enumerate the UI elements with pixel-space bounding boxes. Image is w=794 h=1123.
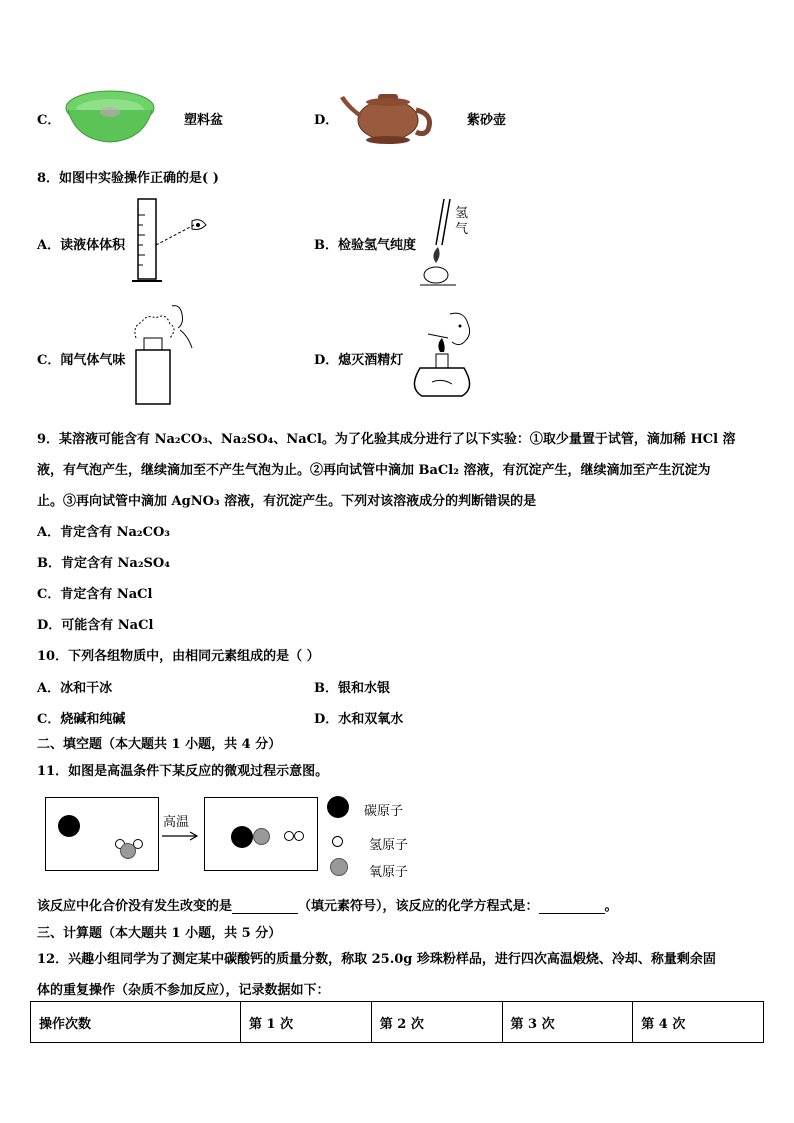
q11-answer-line <box>37 895 618 914</box>
table-header-cell: 操作次数 <box>31 1002 241 1043</box>
q9-option-b: B．肯定含有 Na₂SO₄ <box>37 556 170 571</box>
legend-carbon-label: 碳原子 <box>364 804 404 819</box>
legend-hydrogen-icon <box>332 836 343 847</box>
q10-option-c: C．烧碱和纯碱 <box>37 712 126 727</box>
q9-option-c: C．肯定含有 NaCl <box>37 587 153 602</box>
q9-stem-line-2: 液，有气泡产生，继续滴加至不产生气泡为止。②再向试管中滴加 BaCl₂ 溶液，有沉淀产生，继续滴加至产生沉淀为 <box>37 463 711 478</box>
q8-option-c: C．闻气体气味 <box>37 353 126 368</box>
oxygen-atom-icon <box>120 843 136 859</box>
arrow-right-icon <box>160 830 200 842</box>
q7-option-c-name: 塑料盆 <box>184 113 224 128</box>
reactants-box <box>45 797 159 871</box>
q8-option-b-figure-label: 氢气 <box>455 206 469 237</box>
carbon-atom-icon <box>58 815 80 837</box>
legend-oxygen-icon <box>330 858 348 876</box>
q8-option-b: B．检验氢气纯度 <box>314 238 416 253</box>
legend-hydrogen-label: 氢原子 <box>369 838 409 853</box>
q12-stem-line-2: 体的重复操作（杂质不参加反应），记录数据如下： <box>37 983 330 998</box>
table-header-cell: 第 1 次 <box>241 1002 372 1043</box>
q10-option-a: A．冰和干冰 <box>37 681 113 696</box>
q9-option-a: A．肯定含有 Na₂CO₃ <box>37 525 170 540</box>
arrow-label: 高温 <box>163 815 190 830</box>
q11-answer-part-2: （填元素符号），该反应的化学方程式是： <box>298 899 539 914</box>
q12-data-table <box>30 1001 764 1043</box>
q7-option-d-name: 紫砂壶 <box>467 113 507 128</box>
q11-answer-part-1: 该反应中化合价没有发生改变的是 <box>37 899 233 914</box>
section-2-heading: 二、填空题（本大题共 1 小题，共 4 分） <box>37 737 282 752</box>
hydrogen-atom-icon <box>284 831 294 841</box>
table-row <box>31 1002 764 1043</box>
clay-teapot-image <box>338 84 436 146</box>
q11-answer-end: 。 <box>604 899 618 914</box>
hydrogen-atom-icon <box>294 831 304 841</box>
legend-oxygen-label: 氧原子 <box>369 865 409 880</box>
q8-option-a: A．读液体体积 <box>37 238 126 253</box>
q10-option-d: D．水和双氧水 <box>314 712 404 727</box>
answer-blank-1[interactable] <box>232 901 298 914</box>
oxygen-atom-icon <box>253 828 270 845</box>
alcohol-lamp-blow-icon <box>410 308 482 404</box>
q12-stem-line-1: 12．兴趣小组同学为了测定某中碳酸钙的质量分数，称取 25.0g 珍珠粉样品，进行四次高温煅烧、冷却、称量剩余固 <box>37 952 716 967</box>
graduated-cylinder-icon <box>130 195 212 287</box>
q11-stem: 11．如图是高温条件下某反应的微观过程示意图。 <box>37 764 329 779</box>
gas-bottle-smell-icon <box>126 296 198 408</box>
carbon-atom-icon <box>231 826 253 848</box>
q9-stem-line-3: 止。③再向试管中滴加 AgNO₃ 溶液，有沉淀产生。下列对该溶液成分的判断错误的是 <box>37 494 537 509</box>
q10-option-b: B．银和水银 <box>314 681 390 696</box>
q9-option-d: D．可能含有 NaCl <box>37 618 154 633</box>
section-3-heading: 三、计算题（本大题共 1 小题，共 5 分） <box>37 926 282 941</box>
table-header-cell: 第 2 次 <box>371 1002 502 1043</box>
q9-stem-line-1: 9．某溶液可能含有 Na₂CO₃、Na₂SO₄、NaCl。为了化验其成分进行了以下实验：①取少量置于试管，滴加稀 HCl 溶 <box>37 432 736 447</box>
q10-stem: 10．下列各组物质中，由相同元素组成的是（ ） <box>37 649 320 664</box>
plastic-basin-image <box>64 88 156 146</box>
table-header-cell: 第 3 次 <box>502 1002 633 1043</box>
q8-option-d: D．熄灭酒精灯 <box>314 353 404 368</box>
table-header-cell: 第 4 次 <box>633 1002 764 1043</box>
q7-option-c-label: C． <box>37 113 61 128</box>
products-box <box>204 797 318 871</box>
answer-blank-2[interactable] <box>539 901 605 914</box>
q7-option-d-label: D． <box>314 113 339 128</box>
q8-stem: 8．如图中实验操作正确的是( ) <box>37 171 219 186</box>
legend-carbon-icon <box>327 796 349 818</box>
